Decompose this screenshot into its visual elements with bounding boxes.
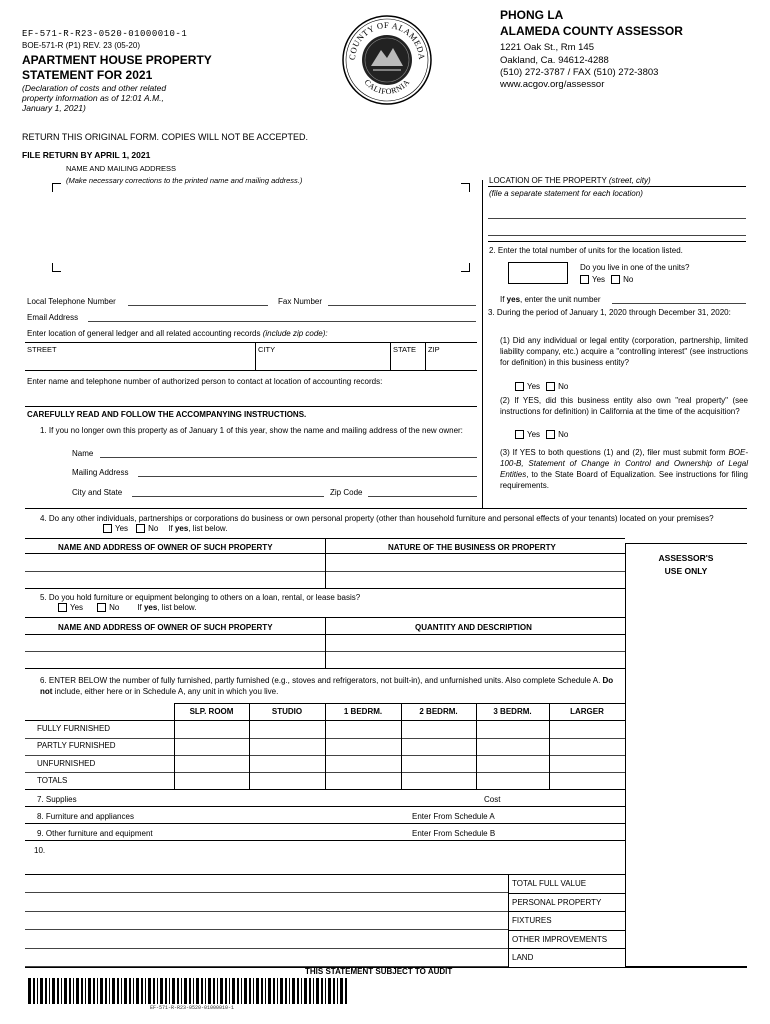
yes-label: Yes xyxy=(527,430,541,439)
file-by-notice: FILE RETURN BY APRIL 1, 2021 xyxy=(22,150,151,160)
new-owner-city-input[interactable] xyxy=(132,496,324,497)
unit-number-label: If yes, enter the unit number xyxy=(500,295,601,304)
live-no-checkbox[interactable] xyxy=(611,275,620,284)
form-title-line2: STATEMENT FOR 2021 xyxy=(22,68,153,82)
q6-row-label: UNFURNISHED xyxy=(37,759,96,768)
form-revision: BOE-571-R (P1) REV. 23 (05-20) xyxy=(22,41,140,50)
seal-top-text: COUNTY OF ALAMEDA xyxy=(346,19,428,61)
new-owner-zip-label: Zip Code xyxy=(330,488,363,497)
q6-row-label: TOTALS xyxy=(37,776,68,785)
item8-right: Enter From Schedule A xyxy=(412,812,495,821)
phone-input[interactable] xyxy=(128,305,268,306)
item7-label: 7. Supplies xyxy=(37,795,77,804)
q6-text: 6. ENTER BELOW the number of fully furnished, partly furnished (e.g., stoves and refrigerators, not built-in), and unfurnished units. Also complete Schedule A. Do not include, either here or in Schedule A, any unit in which you live. xyxy=(40,676,614,696)
q4-col-nature: NATURE OF THE BUSINESS OR PROPERTY xyxy=(388,543,556,552)
yes-label: Yes xyxy=(592,275,606,284)
q5-options: Yes No If yes, list below. xyxy=(58,603,196,612)
city-label: CITY xyxy=(258,345,276,354)
assessor-phone: (510) 272-3787 / FAX (510) 272-3803 xyxy=(500,67,659,78)
q3-2-yes-checkbox[interactable] xyxy=(515,430,524,439)
assessor-use-line2: USE ONLY xyxy=(664,566,708,576)
zip-label: ZIP xyxy=(428,345,440,354)
audit-notice: THIS STATEMENT SUBJECT TO AUDIT xyxy=(305,967,453,976)
q3-1-options xyxy=(515,382,568,391)
yes-label: Yes xyxy=(70,603,84,612)
phone-label: Local Telephone Number xyxy=(27,297,116,306)
address-window-corner xyxy=(461,263,470,272)
fax-input[interactable] xyxy=(328,305,476,306)
q1-text: 1. If you no longer own this property as of January 1 of this year, show the name and mailing address of the new owner: xyxy=(40,426,463,435)
q4-col-owner: NAME AND ADDRESS OF OWNER OF SUCH PROPERTY xyxy=(58,543,273,552)
total-row-label: OTHER IMPROVEMENTS xyxy=(512,934,608,944)
name-mailing-note: (Make necessary corrections to the printed name and mailing address.) xyxy=(66,176,303,185)
q6-row-label: FULLY FURNISHED xyxy=(37,724,111,733)
q5-col-owner: NAME AND ADDRESS OF OWNER OF SUCH PROPERTY xyxy=(58,623,273,632)
form-subtitle-line2: property information as of 12:01 A.M., xyxy=(22,93,164,103)
no-label: No xyxy=(109,603,120,612)
contact-person-input[interactable] xyxy=(25,406,477,407)
q6-col-header: 1 BEDRM. xyxy=(343,707,383,716)
q3-1-no-checkbox[interactable] xyxy=(546,382,555,391)
location-line[interactable] xyxy=(488,218,746,219)
return-original-notice: RETURN THIS ORIGINAL FORM. COPIES WILL NOT BE ACCEPTED. xyxy=(22,132,309,142)
total-row-label: LAND xyxy=(512,953,534,962)
location-note: (file a separate statement for each location) xyxy=(489,189,643,198)
item9-label: 9. Other furniture and equipment xyxy=(37,829,153,838)
assessor-use-box xyxy=(625,543,747,967)
county-seal xyxy=(341,14,433,106)
q6-col-header: SLP. ROOM xyxy=(189,707,234,716)
no-label: No xyxy=(148,524,159,533)
total-value-field[interactable] xyxy=(25,892,508,893)
seal-bottom-text: CALIFORNIA xyxy=(362,77,412,97)
units-question: 2. Enter the total number of units for the location listed. xyxy=(489,246,683,255)
q4-no-checkbox[interactable] xyxy=(136,524,145,533)
item7-right: Cost xyxy=(484,795,501,804)
instructions-heading: CAREFULLY READ AND FOLLOW THE ACCOMPANYING INSTRUCTIONS. xyxy=(27,410,307,419)
name-mailing-label: NAME AND MAILING ADDRESS xyxy=(66,164,177,173)
q3-1-yes-checkbox[interactable] xyxy=(515,382,524,391)
q3-3-text: (3) If YES to both questions (1) and (2), filer must submit form BOE-100-B, Statement of Change in Control and Ownership of Legal Entities, to the State Board of Equalization. See instructions for filing requirements. xyxy=(500,448,748,490)
item9-right: Enter From Schedule B xyxy=(412,829,496,838)
new-owner-city-label: City and State xyxy=(72,488,123,497)
q3-text: 3. During the period of January 1, 2020 through December 31, 2020: xyxy=(488,308,731,317)
location-line[interactable] xyxy=(488,235,746,236)
new-owner-zip-input[interactable] xyxy=(368,496,477,497)
section-divider xyxy=(25,508,747,509)
email-label: Email Address xyxy=(27,313,79,322)
q4-options: Yes No If yes, list below. xyxy=(103,524,227,533)
form-code: EF-571-R-R23-0520-01000010-1 xyxy=(22,29,188,39)
no-label: No xyxy=(558,430,569,439)
new-owner-name-label: Name xyxy=(72,449,94,458)
new-owner-mailing-input[interactable] xyxy=(138,476,477,477)
assessor-name: PHONG LA xyxy=(500,8,564,22)
assessor-title: ALAMEDA COUNTY ASSESSOR xyxy=(500,24,683,38)
live-yes-checkbox[interactable] xyxy=(580,275,589,284)
assessor-address2: Oakland, Ca. 94612-4288 xyxy=(500,55,609,66)
address-window-corner xyxy=(461,183,470,192)
street-label: STREET xyxy=(27,345,57,354)
q3-2-options xyxy=(515,430,568,439)
records-label: Enter location of general ledger and all related accounting records (include zip code): xyxy=(27,329,328,338)
q6-col-header: 2 BEDRM. xyxy=(419,707,458,716)
q3-2-no-checkbox[interactable] xyxy=(546,430,555,439)
assessor-address1: 1221 Oak St., Rm 145 xyxy=(500,42,594,53)
location-label: LOCATION OF THE PROPERTY (street, city) xyxy=(489,176,651,185)
item10-label: 10. xyxy=(34,846,46,855)
address-window-corner xyxy=(52,263,61,272)
q3-1-text: (1) Did any individual or legal entity (corporation, partnership, limited liability company, etc.) acquire a "controlling interest" (see instructions for definition) in this business entity? xyxy=(500,336,748,367)
yes-label: Yes xyxy=(527,382,541,391)
q4-text: 4. Do any other individuals, partnerships or corporations do business or own personal property (other than household furniture and personal effects of your tenants) located on your premises? xyxy=(40,514,714,523)
total-row-label: FIXTURES xyxy=(512,916,552,925)
assessor-use-line1: ASSESSOR'S xyxy=(658,553,714,563)
address-window-corner xyxy=(52,183,61,192)
unit-number-input[interactable] xyxy=(612,303,746,304)
email-input[interactable] xyxy=(88,321,476,322)
q3-2-text: (2) If YES, did this business entity also own "real property" (see instructions for definition) in California at the time of the acquisition? xyxy=(500,396,748,416)
barcode-text: EF-571-R-R23-0520-01000010-1 xyxy=(150,1005,235,1011)
q6-col-header: STUDIO xyxy=(271,707,303,716)
q4-yes-checkbox[interactable] xyxy=(103,524,112,533)
form-subtitle-line3: January 1, 2021) xyxy=(22,103,86,113)
q5-yes-checkbox[interactable] xyxy=(58,603,67,612)
new-owner-name-input[interactable] xyxy=(100,457,477,458)
no-label: No xyxy=(558,382,569,391)
total-row-label: TOTAL FULL VALUE xyxy=(512,879,587,888)
item8-label: 8. Furniture and appliances xyxy=(37,812,134,821)
state-label: STATE xyxy=(393,345,417,354)
units-count-input[interactable] xyxy=(508,262,568,284)
q5-col-quantity: QUANTITY AND DESCRIPTION xyxy=(415,623,532,632)
q5-table-row[interactable] xyxy=(25,668,625,669)
fax-label: Fax Number xyxy=(278,297,323,306)
assessor-website[interactable]: www.acgov.org/assessor xyxy=(500,79,605,90)
form-subtitle-line1: (Declaration of costs and other related xyxy=(22,83,167,93)
q5-no-checkbox[interactable] xyxy=(97,603,106,612)
total-value-field[interactable] xyxy=(25,911,508,912)
live-in-unit-options xyxy=(580,275,633,284)
total-value-field[interactable] xyxy=(25,929,508,930)
q6-row-label: PARTLY FURNISHED xyxy=(37,741,116,750)
total-row-label: PERSONAL PROPERTY xyxy=(512,897,602,907)
q6-col-header: LARGER xyxy=(570,707,604,716)
q4-table-row[interactable] xyxy=(25,588,625,589)
records-address-row[interactable] xyxy=(25,370,477,371)
q6-col-header: 3 BEDRM. xyxy=(493,707,532,716)
live-in-unit-question: Do you live in one of the units? xyxy=(580,263,690,272)
contact-person-label: Enter name and telephone number of authorized person to contact at location of accounting records: xyxy=(27,377,383,386)
total-value-field[interactable] xyxy=(25,948,508,949)
barcode xyxy=(28,978,350,1004)
form-title-line1: APARTMENT HOUSE PROPERTY xyxy=(22,53,212,67)
column-divider xyxy=(482,180,483,508)
yes-label: Yes xyxy=(115,524,129,533)
no-label: No xyxy=(623,275,634,284)
new-owner-mailing-label: Mailing Address xyxy=(72,468,129,477)
q5-text: 5. Do you hold furniture or equipment belonging to others on a loan, rental, or lease basis? xyxy=(40,593,361,602)
